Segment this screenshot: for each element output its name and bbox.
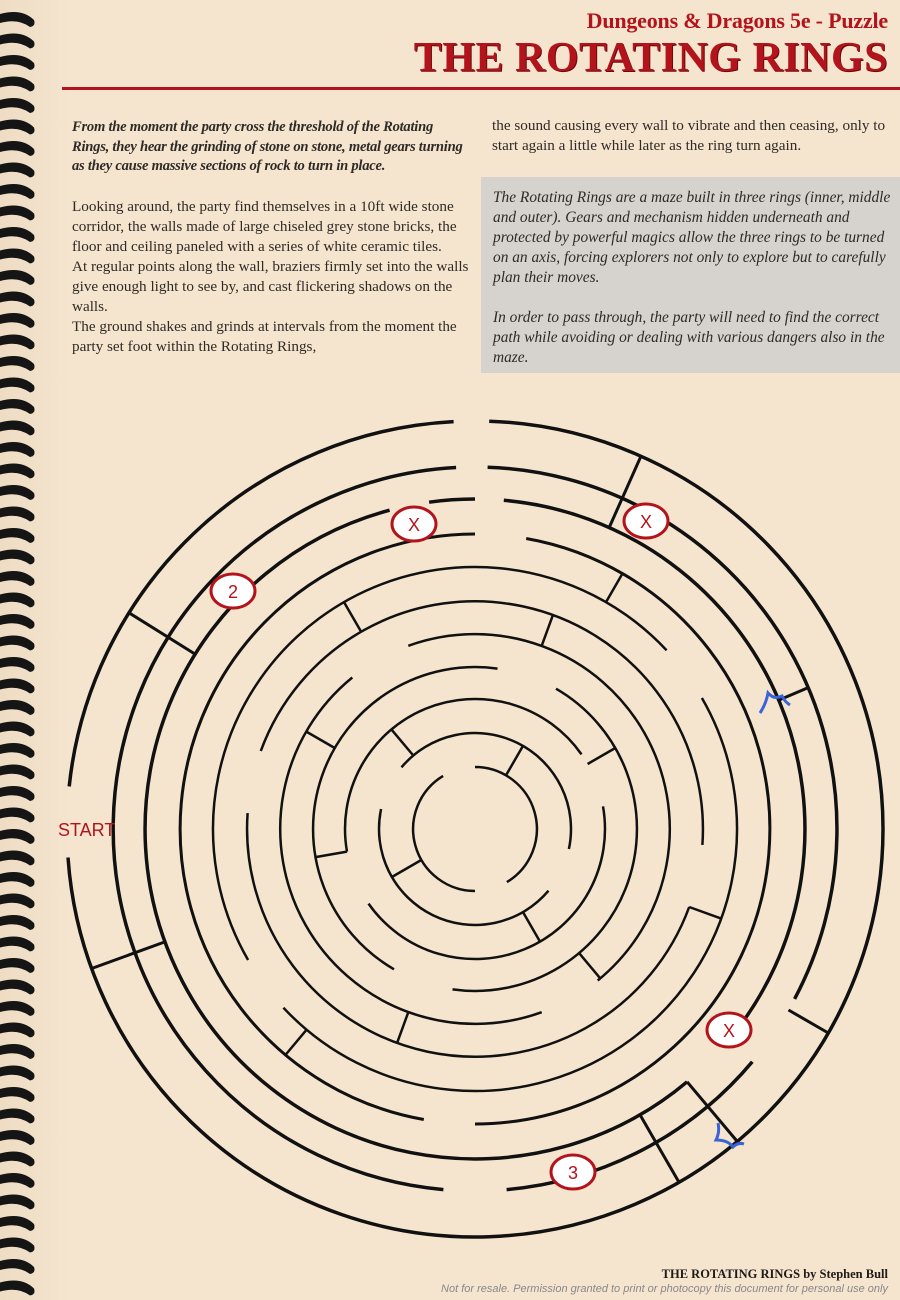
intro-paragraph-4: the sound causing every wall to vibrate and then ceasing, only to start again a little while later as the ring turn again. — [492, 117, 886, 154]
binding-coil — [0, 206, 35, 221]
maze-wall — [392, 860, 421, 877]
binding-coil — [0, 378, 35, 393]
binding-coil — [0, 184, 35, 199]
binding-coil — [0, 120, 35, 135]
gm-paragraph-2: In order to pass through, the party will need to find the correct path while avoiding or dealing with various dangers also in the maze. — [493, 309, 885, 366]
maze-wall — [213, 567, 667, 960]
intro-lead: From the moment the party cross the threshold of the Rotating Rings, they hear the grinding of stone on stone, metal gears turning as they cause massive sections of rock to turn in place. — [72, 119, 463, 174]
binding-coil — [0, 98, 35, 113]
maze-wall — [180, 534, 475, 1120]
trap-marker-label: X — [407, 515, 421, 535]
binding-coil — [0, 270, 35, 285]
trap-marker — [624, 504, 668, 538]
room-marker-3 — [551, 1155, 595, 1189]
maze-wall — [345, 699, 581, 852]
maze-wall — [588, 748, 616, 764]
maze-wall — [579, 953, 600, 978]
maze-wall — [408, 634, 669, 980]
intro-column-left — [72, 118, 472, 357]
binding-coil — [0, 55, 35, 70]
binding-coil — [0, 77, 35, 92]
trap-marker — [392, 507, 436, 541]
room-marker-2 — [211, 574, 255, 608]
page-title: THE ROTATING RINGS — [413, 35, 888, 81]
footer-note: Not for resale. Permission granted to print or photocopy this document for personal use only — [441, 1283, 888, 1295]
maze-wall — [369, 806, 605, 959]
maze-wall — [506, 746, 523, 775]
maze-wall — [344, 602, 361, 631]
maze-wall — [92, 942, 165, 969]
maze-walls — [68, 421, 883, 1237]
binding-coil — [0, 313, 35, 328]
maze-wall — [280, 678, 541, 1024]
maze-wall — [397, 1012, 408, 1043]
maze-wall — [606, 574, 623, 603]
gm-info-text — [493, 188, 893, 368]
binding-coil — [0, 12, 35, 27]
page-subtitle: Dungeons & Dragons 5e - Puzzle — [586, 8, 888, 33]
maze-wall — [306, 732, 335, 749]
binding-coil — [0, 335, 35, 350]
binding-coil — [0, 141, 35, 156]
room-marker-label: 3 — [567, 1163, 579, 1183]
room-marker-label: 2 — [227, 582, 239, 602]
maze-wall — [285, 1030, 306, 1055]
maze-wall — [689, 907, 721, 919]
maze-wall — [68, 421, 883, 1237]
binding-coil — [0, 34, 35, 49]
binding-coil — [0, 356, 35, 371]
trap-marker-label: X — [722, 1021, 736, 1041]
maze-wall — [687, 1082, 737, 1142]
maze-wall — [789, 1010, 829, 1033]
trap-marker — [707, 1013, 751, 1047]
binding-coil — [0, 163, 35, 178]
maze-wall — [523, 912, 540, 942]
binding-coil — [0, 249, 35, 264]
intro-paragraph-2: At regular points along the wall, braziers firmly set into the walls give enough light to see by, and cast flickering shadows on the walls. — [72, 257, 469, 315]
title-rule — [62, 87, 900, 90]
maze-wall — [475, 767, 537, 882]
binding-coil — [0, 292, 35, 307]
gm-paragraph-1: The Rotating Rings are a maze built in three rings (inner, middle and outer). Gears and mechanism hidden underneath and protected by powerful magics allow the three rings to be turned on an axis, forcing explorers not only to explore but to carefully plan their moves. — [493, 189, 891, 286]
maze-wall — [283, 698, 737, 1091]
gm-info-box — [481, 177, 900, 373]
maze-wall — [488, 467, 837, 999]
maze-wall — [504, 500, 805, 1041]
intro-paragraph-3: The ground shakes and grinds at intervals from the moment the party set foot within the Rotating Rings, — [72, 317, 457, 355]
maze-wall — [413, 776, 475, 891]
maze-wall — [542, 615, 553, 646]
trap-marker-label: X — [639, 512, 653, 532]
intro-column-right — [492, 116, 892, 156]
binding-coil — [0, 1281, 35, 1296]
binding-coil — [0, 227, 35, 242]
start-label: START — [58, 820, 116, 840]
footer-credit: THE ROTATING RINGS by Stephen Bull — [661, 1267, 888, 1281]
binding-coil — [0, 1259, 35, 1274]
maze-wall — [429, 499, 475, 502]
maze-map — [0, 400, 900, 1260]
maze-wall — [391, 729, 413, 755]
maze-wall — [316, 852, 348, 858]
intro-paragraph-1: Looking around, the party find themselves in a 10ft wide stone corridor, the walls made of large chiseled grey stone bricks, the floor and ceiling paneled with a series of white ceramic tiles. — [72, 197, 457, 255]
